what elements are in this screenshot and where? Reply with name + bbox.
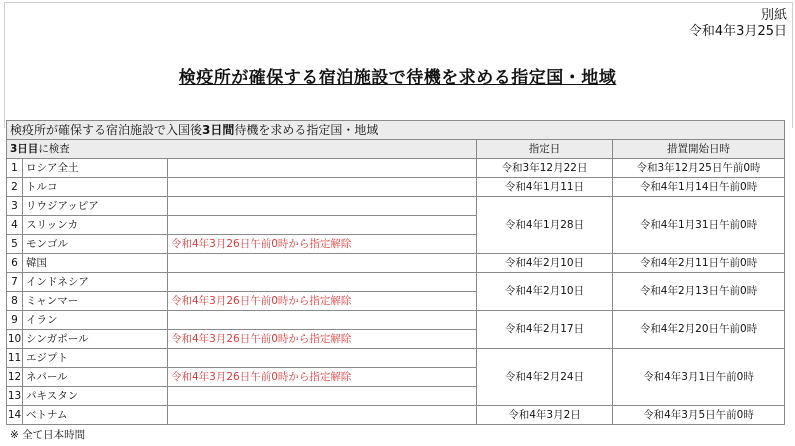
header-country-group: 3日目に検査 xyxy=(7,140,477,159)
country-name: ネパール xyxy=(23,368,168,387)
row-number: 4 xyxy=(7,216,23,235)
row-number: 9 xyxy=(7,311,23,330)
document-date: 令和4年3月25日 xyxy=(688,24,787,39)
header-designated-date: 指定日 xyxy=(477,140,613,159)
row-number: 14 xyxy=(7,406,23,425)
row-note xyxy=(168,178,477,197)
row-note xyxy=(168,406,477,425)
row-note: 令和4年3月26日午前0時から指定解除 xyxy=(168,368,477,387)
row-number: 3 xyxy=(7,197,23,216)
footnote: ※ 全て日本時間 xyxy=(10,429,86,441)
table-caption: 検疫所が確保する宿泊施設で入国後3日間待機を求める指定国・地域 xyxy=(7,121,785,140)
table-row xyxy=(7,311,785,330)
country-name: シンガポール xyxy=(23,330,168,349)
row-number: 5 xyxy=(7,235,23,254)
designated-date: 令和4年2月17日 xyxy=(477,311,613,349)
start-datetime: 令和4年1月14日午前0時 xyxy=(613,178,785,197)
country-name: リウジアッピア xyxy=(23,197,168,216)
table-row xyxy=(7,178,785,197)
document-title: 検疫所が確保する宿泊施設で待機を求める指定国・地域 xyxy=(178,68,617,88)
row-note xyxy=(168,387,477,406)
row-number: 11 xyxy=(7,349,23,368)
country-name: エジプト xyxy=(23,349,168,368)
country-name: インドネシア xyxy=(23,273,168,292)
row-number: 8 xyxy=(7,292,23,311)
row-number: 7 xyxy=(7,273,23,292)
start-datetime: 令和3年12月25日午前0時 xyxy=(613,159,785,178)
country-name: ベトナム xyxy=(23,406,168,425)
table-row xyxy=(7,349,785,368)
country-name: ミャンマー xyxy=(23,292,168,311)
table-row xyxy=(7,273,785,292)
row-note xyxy=(168,216,477,235)
header-start-datetime: 措置開始日時 xyxy=(613,140,785,159)
table-row xyxy=(7,254,785,273)
table-row xyxy=(7,197,785,216)
row-number: 13 xyxy=(7,387,23,406)
row-note xyxy=(168,311,477,330)
row-note xyxy=(168,273,477,292)
designated-date: 令和3年12月22日 xyxy=(477,159,613,178)
row-note xyxy=(168,349,477,368)
table-row xyxy=(7,406,785,425)
table-row xyxy=(7,159,785,178)
country-name: パキスタン xyxy=(23,387,168,406)
start-datetime: 令和4年2月20日午前0時 xyxy=(613,311,785,349)
row-number: 10 xyxy=(7,330,23,349)
country-name: モンゴル xyxy=(23,235,168,254)
row-number: 6 xyxy=(7,254,23,273)
row-number: 1 xyxy=(7,159,23,178)
country-name: トルコ xyxy=(23,178,168,197)
start-datetime: 令和4年1月31日午前0時 xyxy=(613,197,785,254)
annex-label: 別紙 xyxy=(760,8,787,23)
row-note: 令和4年3月26日午前0時から指定解除 xyxy=(168,292,477,311)
start-datetime: 令和4年3月1日午前0時 xyxy=(613,349,785,406)
row-note xyxy=(168,254,477,273)
country-name: 韓国 xyxy=(23,254,168,273)
row-note: 令和4年3月26日午前0時から指定解除 xyxy=(168,330,477,349)
country-name: ロシア全土 xyxy=(23,159,168,178)
designated-date: 令和4年1月11日 xyxy=(477,178,613,197)
designated-countries-table xyxy=(6,120,785,425)
designated-date: 令和4年2月10日 xyxy=(477,273,613,311)
country-name: スリッンカ xyxy=(23,216,168,235)
table-header-row xyxy=(7,140,785,159)
start-datetime: 令和4年2月13日午前0時 xyxy=(613,273,785,311)
start-datetime: 令和4年2月11日午前0時 xyxy=(613,254,785,273)
row-note xyxy=(168,197,477,216)
row-number: 2 xyxy=(7,178,23,197)
row-number: 12 xyxy=(7,368,23,387)
row-note: 令和4年3月26日午前0時から指定解除 xyxy=(168,235,477,254)
designated-date: 令和4年2月10日 xyxy=(477,254,613,273)
designated-date: 令和4年2月24日 xyxy=(477,349,613,406)
table-caption-row xyxy=(7,121,785,140)
designated-date: 令和4年3月2日 xyxy=(477,406,613,425)
start-datetime: 令和4年3月5日午前0時 xyxy=(613,406,785,425)
country-name: イラン xyxy=(23,311,168,330)
row-note xyxy=(168,159,477,178)
designated-date: 令和4年1月28日 xyxy=(477,197,613,254)
